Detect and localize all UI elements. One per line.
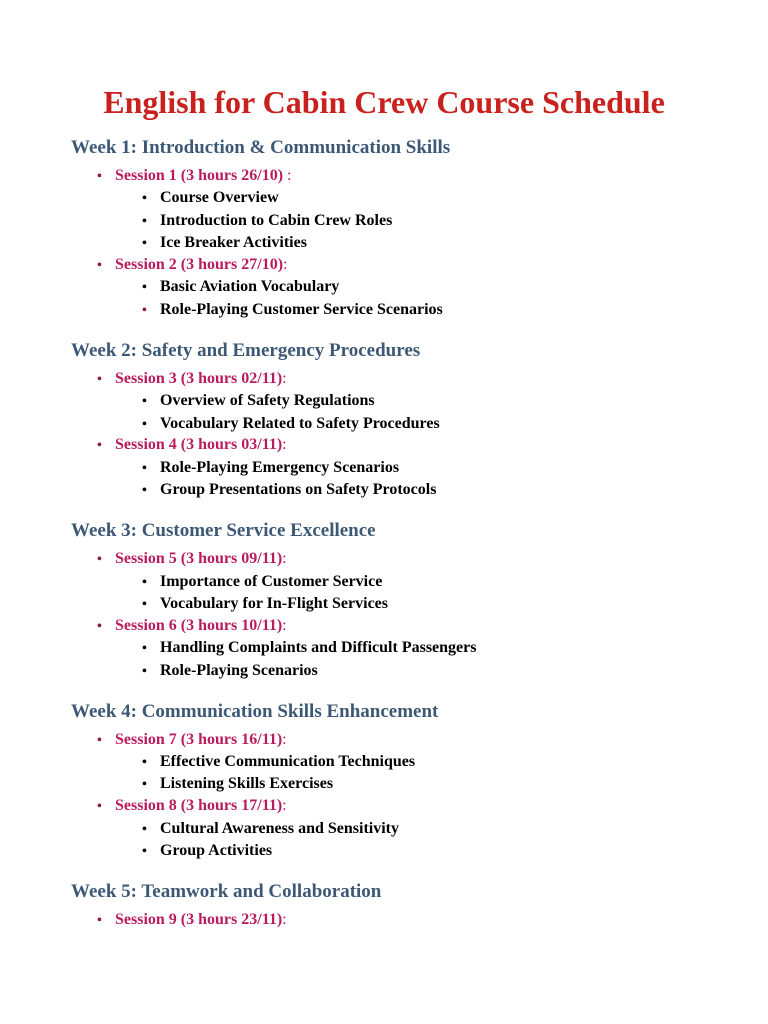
- topic-label: Role-Playing Scenarios: [160, 662, 318, 679]
- topic-label: Overview of Safety Regulations: [160, 392, 375, 409]
- session-colon: :: [282, 797, 287, 814]
- week-heading: Week 5: Teamwork and Collaboration: [71, 881, 382, 902]
- session-item: [97, 434, 287, 457]
- session-colon: :: [282, 617, 287, 634]
- topic-label: Importance of Customer Service: [160, 573, 383, 590]
- bullet-icon: •: [97, 799, 102, 814]
- bullet-icon: •: [97, 619, 102, 634]
- week-heading: Week 3: Customer Service Excellence: [71, 520, 376, 541]
- bullet-icon: •: [142, 461, 147, 476]
- session-label: Session 1 (3 hours 26/10): [115, 167, 284, 184]
- session-colon: :: [282, 731, 287, 748]
- topic-label: Basic Aviation Vocabulary: [160, 278, 340, 295]
- topic-item: [142, 571, 382, 594]
- bullet-icon: •: [142, 755, 147, 770]
- bullet-icon: •: [97, 258, 102, 273]
- topic-label: Role-Playing Customer Service Scenarios: [160, 301, 443, 318]
- topic-item: [142, 232, 307, 255]
- topic-label: Effective Communication Techniques: [160, 753, 416, 770]
- week-heading: Week 4: Communication Skills Enhancement: [71, 701, 439, 722]
- bullet-icon: •: [97, 733, 102, 748]
- topic-label: Vocabulary Related to Safety Procedures: [160, 415, 440, 432]
- session-label: Session 8 (3 hours 17/11): [115, 797, 283, 814]
- topic-label: Group Presentations on Safety Protocols: [160, 481, 437, 498]
- session-item: [97, 909, 287, 932]
- bullet-icon: •: [97, 913, 102, 928]
- topic-item: [142, 276, 339, 299]
- bullet-icon: •: [142, 844, 147, 859]
- bullet-icon: •: [142, 394, 147, 409]
- topic-item: [142, 818, 399, 841]
- topic-label: Introduction to Cabin Crew Roles: [160, 212, 393, 229]
- session-label: Session 4 (3 hours 03/11): [115, 436, 283, 453]
- session-label: Session 6 (3 hours 10/11): [115, 617, 283, 634]
- bullet-icon: •: [142, 822, 147, 837]
- bullet-icon: •: [142, 777, 147, 792]
- topic-label: Role-Playing Emergency Scenarios: [160, 459, 400, 476]
- topic-item: [142, 457, 399, 480]
- session-label: Session 3 (3 hours 02/11): [115, 370, 283, 387]
- session-label: Session 7 (3 hours 16/11): [115, 731, 283, 748]
- bullet-icon: •: [142, 303, 147, 318]
- session-item: [97, 548, 287, 571]
- topic-item: [142, 299, 443, 322]
- topic-label: Vocabulary for In-Flight Services: [160, 595, 388, 612]
- session-item: [97, 165, 291, 188]
- session-item: [97, 368, 287, 391]
- topic-item: [142, 479, 436, 502]
- topic-label: Cultural Awareness and Sensitivity: [160, 820, 399, 837]
- week-heading: Week 2: Safety and Emergency Procedures: [71, 340, 421, 361]
- bullet-icon: •: [142, 191, 147, 206]
- session-label: Session 2 (3 hours 27/10): [115, 256, 284, 273]
- week-heading: Week 1: Introduction & Communication Skills: [71, 137, 451, 158]
- bullet-icon: •: [142, 575, 147, 590]
- session-colon: :: [282, 911, 287, 928]
- session-item: [97, 615, 287, 638]
- session-colon: :: [282, 550, 287, 567]
- session-colon: :: [283, 256, 288, 273]
- topic-item: [142, 413, 440, 436]
- session-colon: :: [282, 370, 287, 387]
- topic-item: [142, 637, 476, 660]
- bullet-icon: •: [142, 641, 147, 656]
- topic-item: [142, 593, 388, 616]
- bullet-icon: •: [142, 597, 147, 612]
- session-colon: :: [282, 436, 287, 453]
- topic-item: [142, 187, 279, 210]
- document-title: English for Cabin Crew Course Schedule: [103, 84, 665, 120]
- topic-item: [142, 390, 375, 413]
- session-item: [97, 729, 287, 752]
- bullet-icon: •: [142, 664, 147, 679]
- topic-label: Group Activities: [160, 842, 273, 859]
- bullet-icon: •: [142, 417, 147, 432]
- bullet-icon: •: [142, 483, 147, 498]
- bullet-icon: •: [142, 236, 147, 251]
- topic-item: [142, 840, 272, 863]
- topic-item: [142, 751, 415, 774]
- bullet-icon: •: [97, 169, 102, 184]
- bullet-icon: •: [142, 214, 147, 229]
- bullet-icon: •: [97, 552, 102, 567]
- session-label: Session 5 (3 hours 09/11): [115, 550, 283, 567]
- topic-label: Listening Skills Exercises: [160, 775, 334, 792]
- bullet-icon: •: [97, 372, 102, 387]
- topic-item: [142, 660, 318, 683]
- bullet-icon: •: [97, 438, 102, 453]
- bullet-icon: •: [142, 280, 147, 295]
- topic-item: [142, 210, 392, 233]
- session-item: [97, 795, 287, 818]
- topic-item: [142, 773, 333, 796]
- topic-label: Ice Breaker Activities: [160, 234, 307, 251]
- session-item: [97, 254, 287, 277]
- topic-label: Course Overview: [160, 189, 279, 206]
- session-label: Session 9 (3 hours 23/11): [115, 911, 283, 928]
- topic-label: Handling Complaints and Difficult Passengers: [160, 639, 477, 656]
- session-colon: :: [283, 167, 292, 184]
